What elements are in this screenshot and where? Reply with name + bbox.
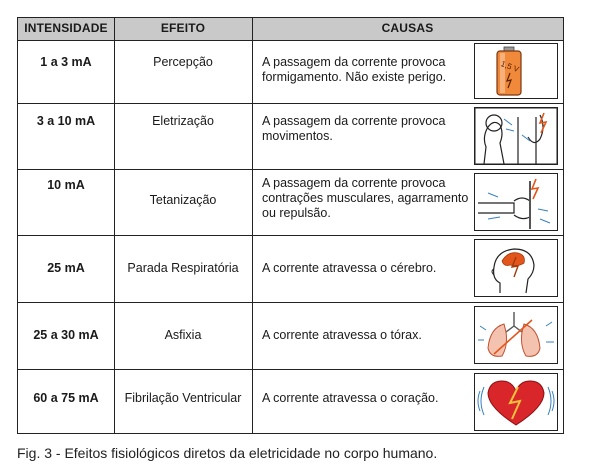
cause-cell: A corrente atravessa o coração. [262,391,439,405]
cause-cell: A passagem da corrente provoca movimentos. [262,114,446,143]
lungs-icon [470,303,562,369]
effect-cell: Asfixia [164,328,202,342]
grip-arm-icon [470,170,562,235]
table-header [18,18,563,41]
cause-cell: A passagem da corrente provoca contrações musculares, agarramento ou repulsão. [262,176,469,220]
header-causas: CAUSAS [381,21,434,35]
effects-table [17,17,564,434]
table-row [18,369,563,434]
intensity-cell: 25 a 30 mA [33,328,99,342]
figure-caption: Fig. 3 - Efeitos fisiológicos diretos da eletricidade no corpo humano. [17,445,438,461]
intensity-cell: 10 mA [47,178,85,192]
table-row [18,103,563,169]
head-brain-icon [470,236,562,302]
effect-cell: Fibrilação Ventricular [124,391,242,405]
effect-cell: Eletrização [152,114,214,128]
battery-icon [470,40,562,103]
intensity-cell: 60 a 75 mA [33,391,99,405]
intensity-cell: 25 mA [47,261,85,275]
cause-cell: A corrente atravessa o cérebro. [262,261,437,275]
header-intensidade: INTENSIDADE [24,21,108,35]
table-row [18,235,563,302]
table-row [18,302,563,369]
intensity-cell: 1 a 3 mA [40,55,92,69]
cause-cell: A passagem da corrente provoca formigamento. Não existe perigo. [262,55,447,84]
battery-label: 1,5 V [499,59,521,75]
table-row [18,40,563,103]
shock-hand-icon [470,104,562,169]
effect-cell: Tetanização [149,193,217,207]
heart-icon [470,370,562,434]
cause-cell: A corrente atravessa o tórax. [262,328,422,342]
table-row [18,169,563,235]
header-efeito: EFEITO [160,21,206,35]
effect-cell: Parada Respiratória [127,261,239,275]
effect-cell: Percepção [153,55,213,69]
intensity-cell: 3 a 10 mA [36,114,96,128]
